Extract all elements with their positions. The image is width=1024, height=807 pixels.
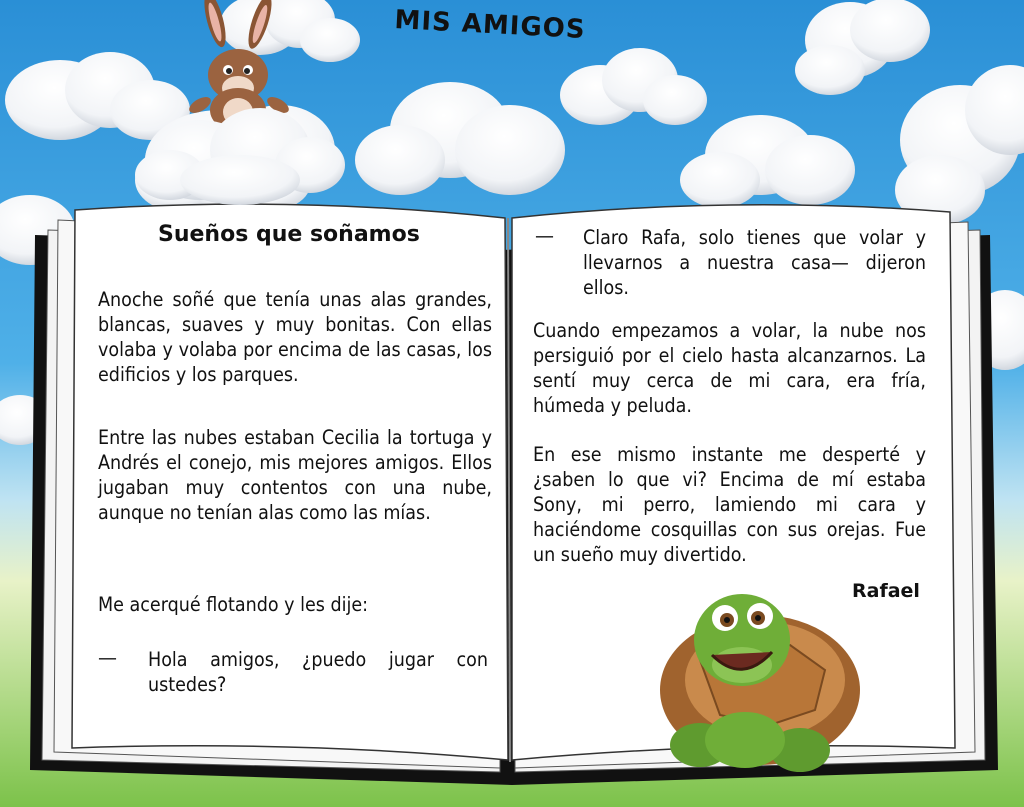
right-dialog: Claro Rafa, solo tienes que volar y llevarnos a nuestra casa— dijeron ellos. [583,226,926,299]
dialog-dash: — [535,225,554,247]
page-title: MIS AMIGOS [393,5,587,45]
left-paragraph-1: Anoche soñé que tenía unas alas grandes, blancas, suaves y muy bonitas. Con ellas volaba y volaba por encima de las casas, los edificios y los parques. [98,288,492,386]
dialog-dash: — [98,647,117,669]
left-dialog: Hola amigos, ¿puedo jugar con ustedes? [148,648,488,696]
left-paragraph-2: Entre las nubes estaban Cecilia la tortuga y Andrés el conejo, mis mejores amigos. Ellos jugaban muy contentos con una nube, aunque no tenían alas como las mías. [98,426,492,524]
left-paragraph-3: Me acerqué flotando y les dije: [98,593,369,616]
author-signature: Rafael [852,580,920,602]
right-paragraph-2: En ese mismo instante me desperté y ¿saben lo que vi? Encima de mí estaba Sony, mi perro, lamiendo mi cara y haciéndome cosquillas con sus orejas. Fue un sueño muy divertido. [533,443,926,566]
story-heading: Sueños que soñamos [158,222,420,247]
right-paragraph-1: Cuando empezamos a volar, la nube nos persiguió por el cielo hasta alcanzarnos. La sentí muy cerca de mi cara, era fría, húmeda y peluda. [533,319,926,417]
